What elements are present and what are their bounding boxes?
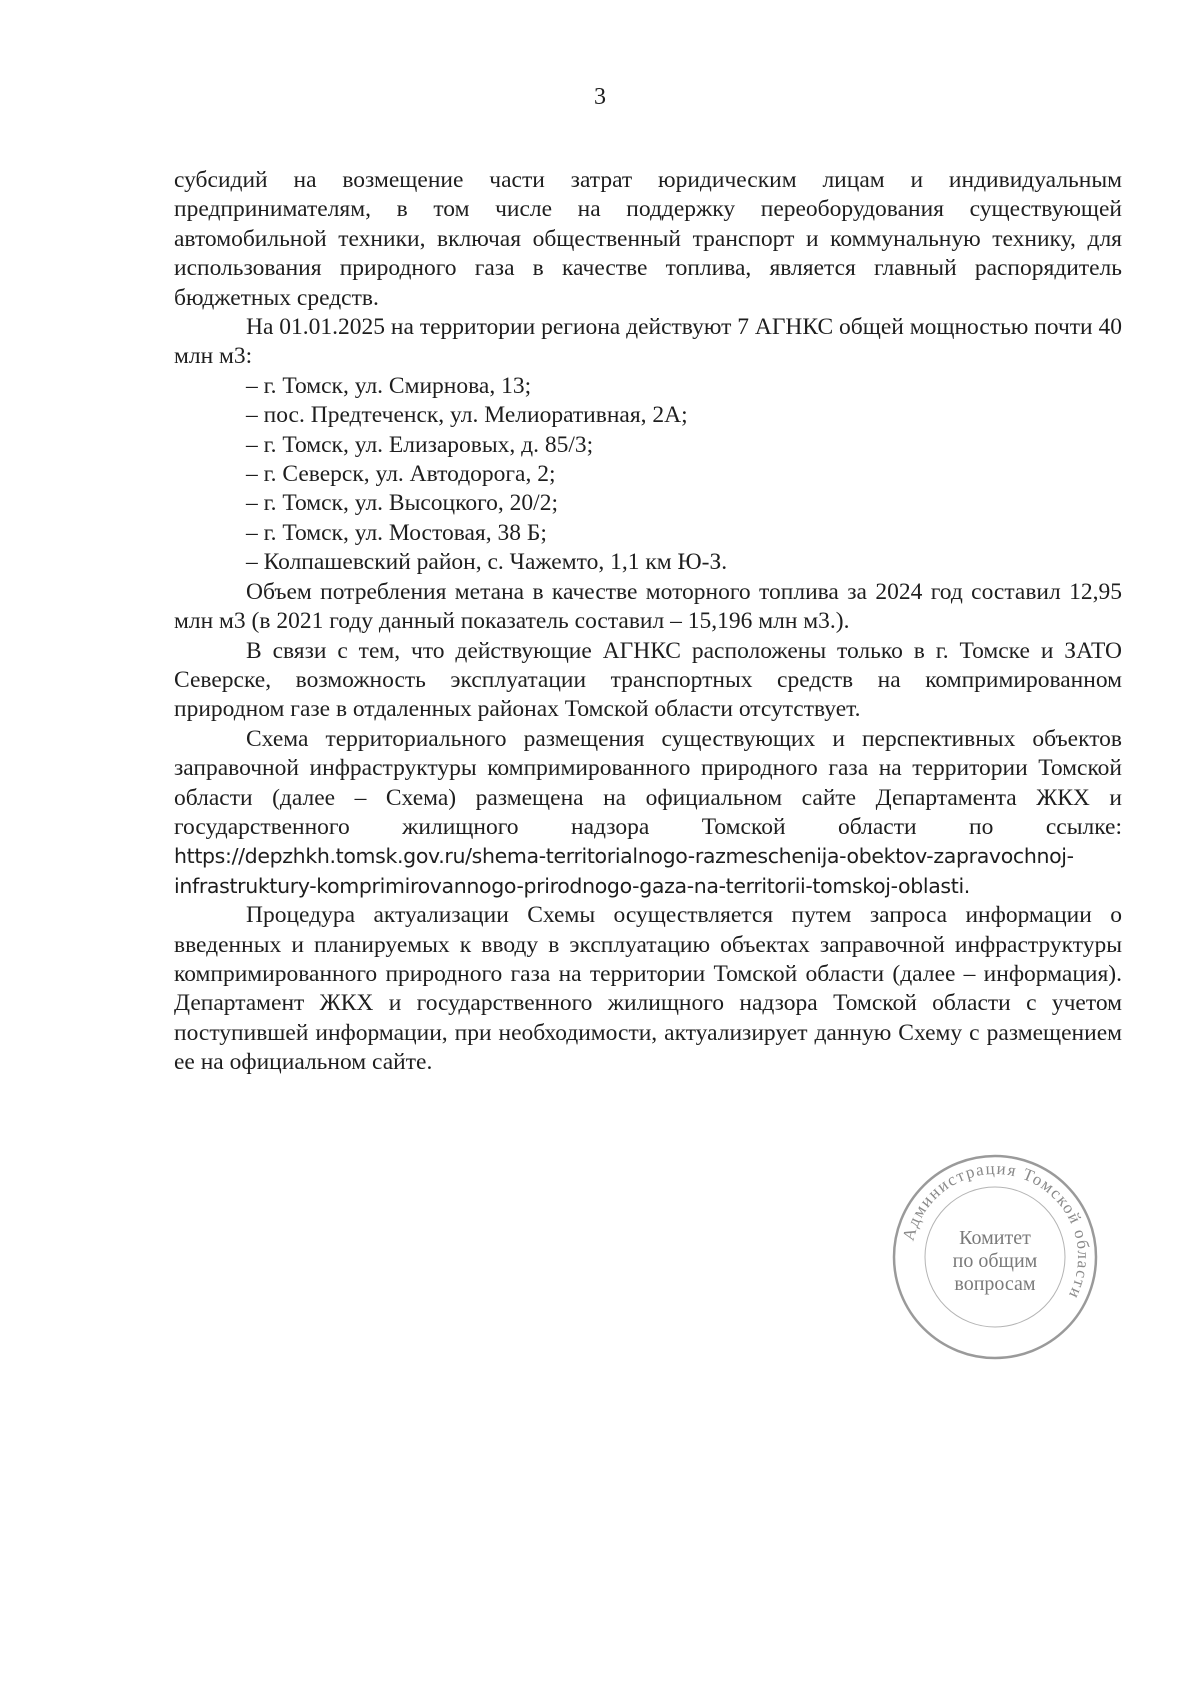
- paragraph-scheme: [174, 725, 1122, 901]
- list-item: – г. Томск, ул. Елизаровых, д. 85/3;: [246, 431, 594, 458]
- list-item: – пос. Предтеченск, ул. Мелиоративная, 2А;: [246, 402, 688, 429]
- paragraph-subsidies: субсидий на возмещение части затрат юридическим лицам и индивидуальным предпринимателям, в том числе на поддержку переоборудования существующей автомобильной техники, включая общественный транспорт и коммунальную технику, для использования природного газа в качестве топлива, является главный распорядитель бюджетных средств.: [174, 167, 1122, 311]
- list-item: – г. Томск, ул. Мостовая, 38 Б;: [246, 519, 547, 546]
- list-item: – Колпашевский район, с. Чажемто, 1,1 км Ю-З.: [246, 549, 728, 576]
- paragraph-consumption: Объем потребления метана в качестве моторного топлива за 2024 год составил 12,95 млн м3 (в 2021 году данный показатель составил – 15,196 млн м3.).: [174, 578, 1122, 635]
- scheme-text: Схема территориального размещения существующих и перспективных объектов заправочной инфраструктуры компримированного природного газа на территории Томской области (далее – Схема) размещена на официальном сайте Департамента ЖКХ и государственного жилищного надзора Томской области по ссылке:: [174, 725, 1122, 840]
- document-body: [174, 166, 1122, 1078]
- page-number: 3: [594, 84, 606, 110]
- list-item: – г. Северск, ул. Автодорога, 2;: [246, 461, 556, 488]
- paragraph-update-procedure: Процедура актуализации Схемы осуществляется путем запроса информации о введенных и планируемых к вводу в эксплуатацию объектах заправочной инфраструктуры компримированного природного газа на территории Томской области (далее – информация). Департамент ЖКХ и государственного жилищного надзора Томской области с учетом поступившей информации, при необходимости, актуализирует данную Схему с размещением ее на официальном сайте.: [174, 902, 1122, 1076]
- stamp-line-3: вопросам: [954, 1273, 1036, 1295]
- scheme-link[interactable]: https://depzhkh.tomsk.gov.ru/shema-territorialnogo-razmeschenija-obektov-zapravochnoj-infrastruktury-komprimirovannogo-prirodnogo-gaza-na-territorii-tomskoj-oblasti.: [174, 844, 1074, 898]
- stations-list: [174, 372, 1122, 578]
- paragraph-remote-areas: В связи с тем, что действующие АГНКС расположены только в г. Томске и ЗАТО Северске, возможность эксплуатации транспортных средств на компримированном природном газе в отдаленных районах Томской области отсутствует.: [174, 637, 1122, 723]
- stamp-ring-text: Администрация Томской области: [898, 1158, 1094, 1303]
- official-stamp: [890, 1152, 1100, 1362]
- stamp-line-2: по общим: [952, 1250, 1038, 1272]
- stamp-line-1: Комитет: [959, 1227, 1031, 1249]
- list-item: – г. Томск, ул. Высоцкого, 20/2;: [246, 490, 558, 517]
- paragraph-stations-intro: На 01.01.2025 на территории региона действуют 7 АГНКС общей мощностью почти 40 млн м3:: [174, 314, 1122, 370]
- list-item: – г. Томск, ул. Смирнова, 13;: [246, 372, 532, 399]
